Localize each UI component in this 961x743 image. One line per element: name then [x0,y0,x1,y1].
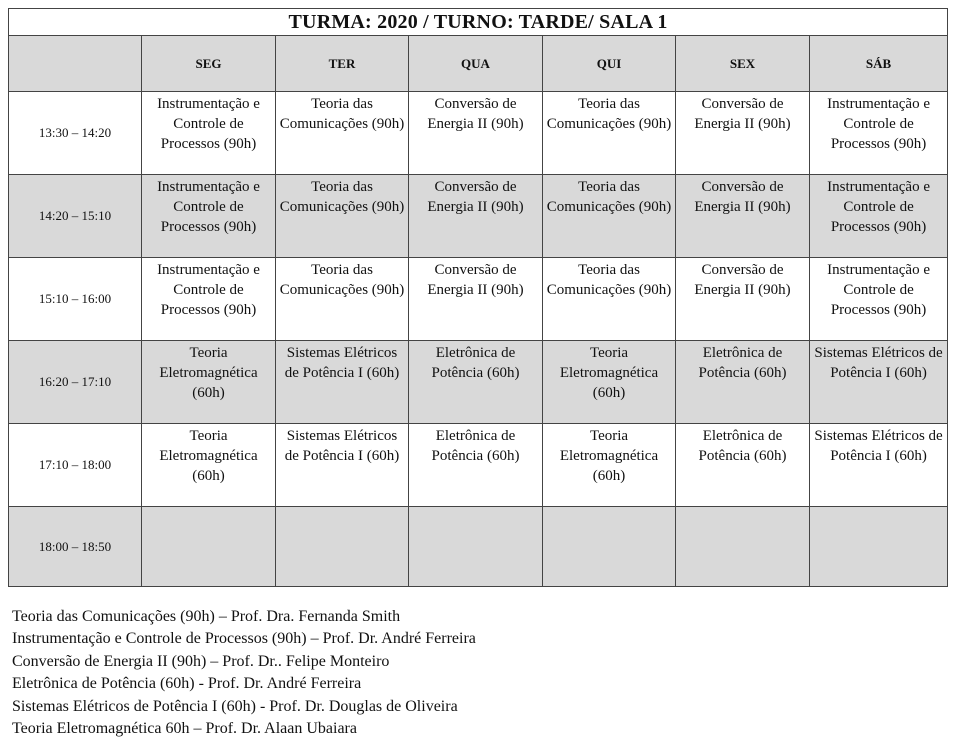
day-header-row [9,36,948,92]
time-slot-label: 17:10 – 18:00 [9,424,142,507]
course-name: Eletrônica de Potência (60h) [698,428,787,464]
corner-cell [9,36,142,92]
course-name: Teoria das Comunicações (90h) [279,262,405,298]
time-slot-label: 15:10 – 16:00 [9,258,142,341]
class-cell [142,507,276,587]
day-header-qui: QUI [543,36,676,92]
course-name: Teoria das Comunicações (90h) [279,179,405,215]
time-slot-row [9,341,948,424]
course-name: Teoria Eletromagnética (60h) [559,345,659,401]
class-cell [276,507,409,587]
class-cell [409,175,543,258]
course-name: Sistemas Elétricos de Potência I (60h) [814,345,943,381]
class-cell [276,175,409,258]
course-name [276,507,408,509]
class-cell [142,341,276,424]
time-slot-row [9,424,948,507]
time-slot-row [9,92,948,175]
course-name [142,507,275,509]
course-name [676,507,809,509]
legend-line: Teoria Eletromagnética 60h – Prof. Dr. Alaan Ubaiara [12,720,357,738]
course-name: Instrumentação e Controle de Processos (90h) [157,262,260,318]
class-cell [543,92,676,175]
time-slot-label: 13:30 – 14:20 [9,92,142,175]
time-slot-label: 18:00 – 18:50 [9,507,142,587]
time-slot-label: 14:20 – 15:10 [9,175,142,258]
class-cell [676,424,810,507]
class-cell [810,341,948,424]
course-name: Eletrônica de Potência (60h) [431,428,520,464]
class-cell [676,507,810,587]
course-name: Sistemas Elétricos de Potência I (60h) [284,428,400,464]
time-slot-row [9,258,948,341]
class-cell [676,92,810,175]
class-cell [409,424,543,507]
time-slot-row [9,175,948,258]
class-cell [409,507,543,587]
class-cell [142,424,276,507]
course-name: Teoria das Comunicações (90h) [546,96,672,132]
class-cell [543,175,676,258]
class-cell [810,424,948,507]
course-name: Instrumentação e Controle de Processos (90h) [157,96,260,152]
course-name: Teoria Eletromagnética (60h) [159,428,258,484]
class-cell [409,341,543,424]
class-cell [276,92,409,175]
course-name: Teoria das Comunicações (90h) [546,262,672,298]
day-header-qua: QUA [409,36,543,92]
course-name: Conversão de Energia II (90h) [427,96,524,132]
course-name: Eletrônica de Potência (60h) [431,345,520,381]
course-name: Conversão de Energia II (90h) [427,262,524,298]
class-cell [543,507,676,587]
course-name: Conversão de Energia II (90h) [427,179,524,215]
course-name: Teoria das Comunicações (90h) [546,179,672,215]
schedule-title: TURMA: 2020 / TURNO: TARDE/ SALA 1 [9,9,948,36]
class-cell [810,258,948,341]
course-name: Instrumentação e Controle de Processos (90h) [827,262,930,318]
course-name [810,507,947,509]
course-name: Instrumentação e Controle de Processos (90h) [827,96,930,152]
day-header-sab: SÁB [810,36,948,92]
class-cell [142,92,276,175]
course-name [543,507,675,509]
day-header-ter: TER [276,36,409,92]
class-cell [142,258,276,341]
time-slot-row [9,507,948,587]
course-name: Sistemas Elétricos de Potência I (60h) [284,345,400,381]
class-cell [810,175,948,258]
time-slot-label: 16:20 – 17:10 [9,341,142,424]
course-name: Teoria das Comunicações (90h) [279,96,405,132]
class-cell [142,175,276,258]
course-name: Teoria Eletromagnética (60h) [159,345,258,401]
class-cell [676,175,810,258]
class-cell [543,258,676,341]
class-cell [276,258,409,341]
class-cell [810,507,948,587]
course-name: Instrumentação e Controle de Processos (90h) [157,179,260,235]
course-name [409,507,542,509]
class-cell [676,341,810,424]
schedule-table [8,8,948,587]
legend-line: Sistemas Elétricos de Potência I (60h) - Prof. Dr. Douglas de Oliveira [12,697,458,715]
legend-line: Instrumentação e Controle de Processos (90h) – Prof. Dr. André Ferreira [12,630,476,648]
class-cell [409,258,543,341]
class-cell [543,341,676,424]
day-header-sex: SEX [676,36,810,92]
legend-line: Conversão de Energia II (90h) – Prof. Dr.. Felipe Monteiro [12,652,390,670]
class-cell [543,424,676,507]
class-cell [276,424,409,507]
course-name: Sistemas Elétricos de Potência I (60h) [814,428,943,464]
legend-line: Eletrônica de Potência (60h) - Prof. Dr. André Ferreira [12,675,362,693]
course-name: Teoria Eletromagnética (60h) [559,428,659,484]
class-cell [409,92,543,175]
course-name: Eletrônica de Potência (60h) [698,345,787,381]
course-name: Instrumentação e Controle de Processos (90h) [827,179,930,235]
course-name: Conversão de Energia II (90h) [694,179,791,215]
legend-line: Teoria das Comunicações (90h) – Prof. Dra. Fernanda Smith [12,608,401,625]
class-cell [276,341,409,424]
professor-legend [12,606,476,740]
course-name: Conversão de Energia II (90h) [694,96,791,132]
class-cell [676,258,810,341]
class-cell [810,92,948,175]
course-name: Conversão de Energia II (90h) [694,262,791,298]
day-header-seg: SEG [142,36,276,92]
